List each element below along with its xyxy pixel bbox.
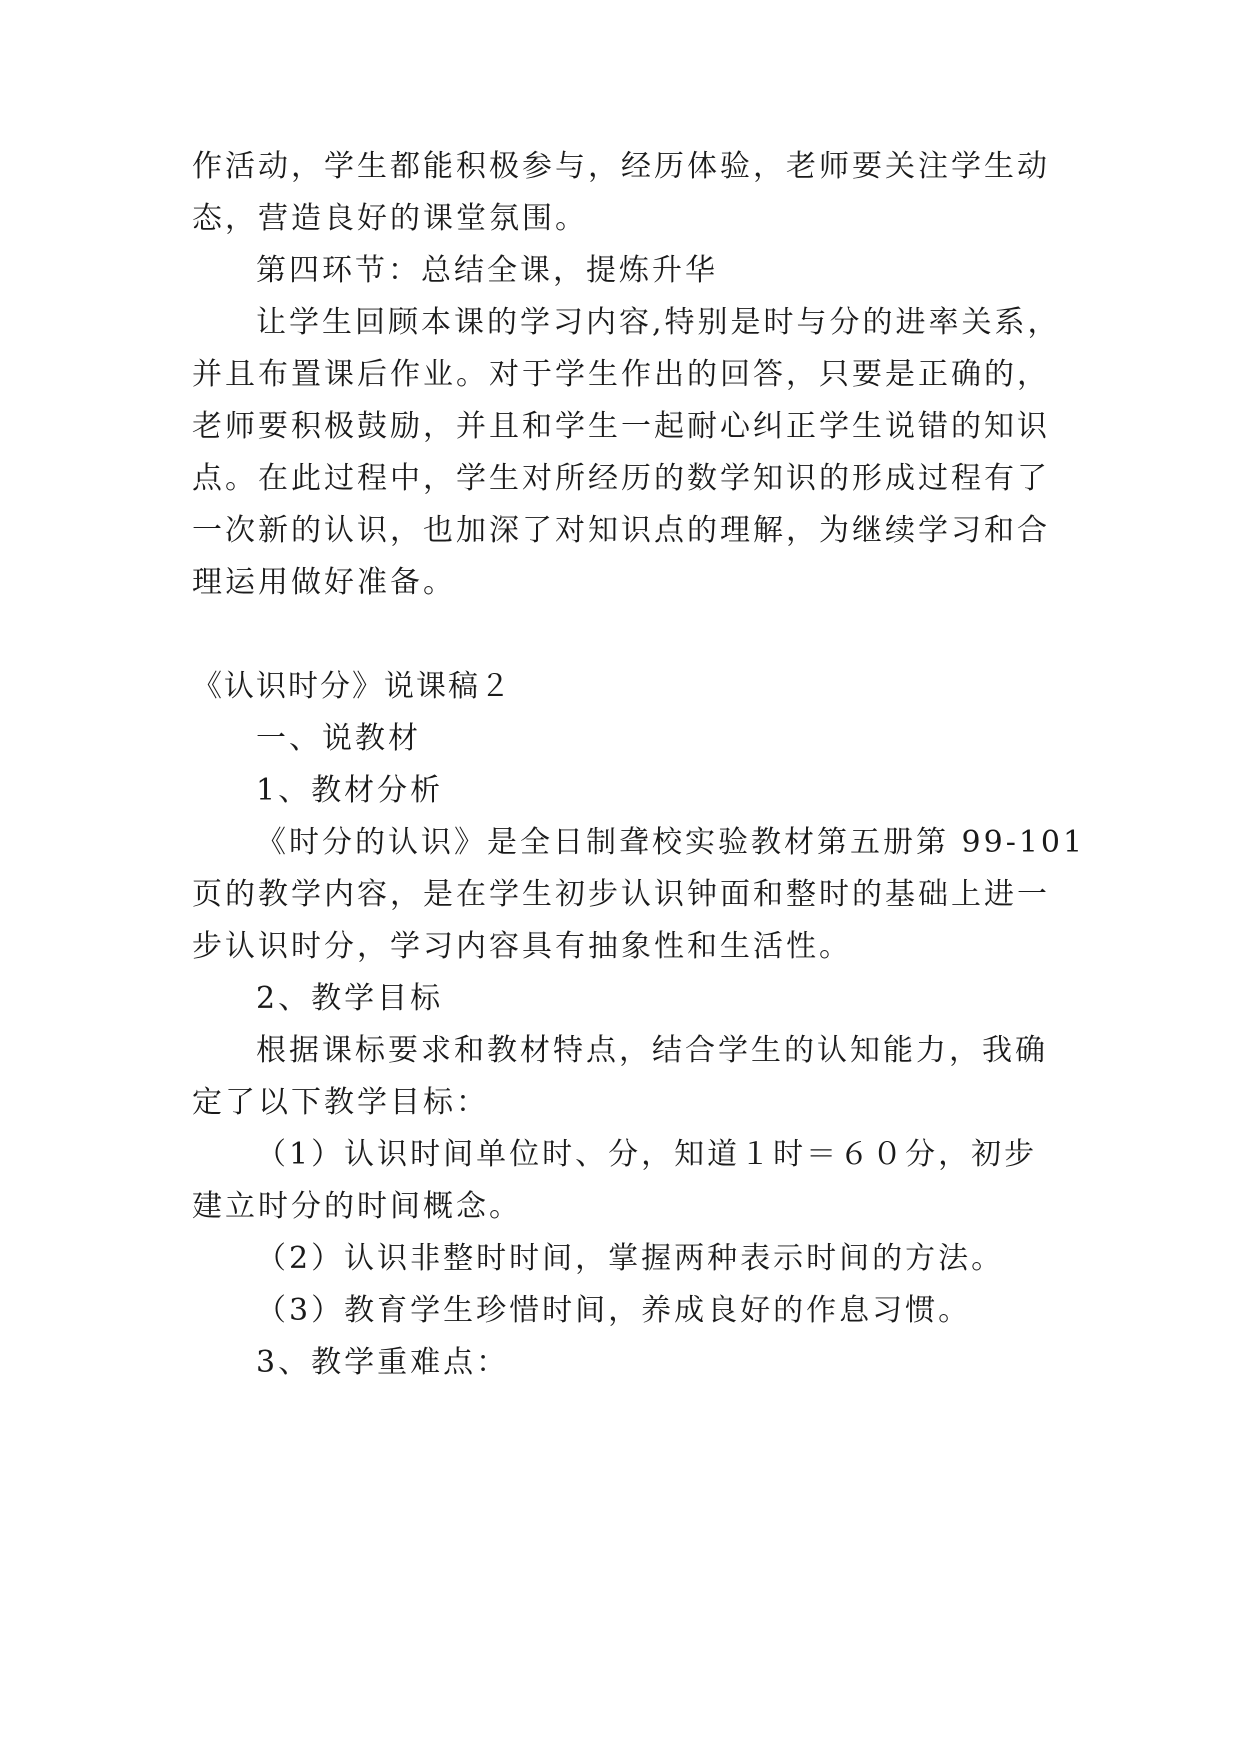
paragraph-line: 步认识时分，学习内容具有抽象性和生活性。 (192, 929, 852, 964)
section-heading: 第四环节：总结全课，提炼升华 (256, 253, 718, 288)
subsection-heading: 2、教学目标 (256, 981, 444, 1016)
subsection-heading: 1、教材分析 (256, 773, 444, 808)
section-heading: 一、说教材 (256, 721, 421, 756)
paragraph-line: 理运用做好准备。 (192, 565, 456, 600)
paragraph-line: 让学生回顾本课的学习内容,特别是时与分的进率关系， (256, 305, 1061, 340)
paragraph-line: 态，营造良好的课堂氛围。 (192, 201, 588, 236)
paragraph-line: 老师要积极鼓励，并且和学生一起耐心纠正学生说错的知识 (192, 409, 1050, 444)
paragraph-line: 页的教学内容，是在学生初步认识钟面和整时的基础上进一 (192, 877, 1050, 912)
list-item: （3）教育学生珍惜时间，养成良好的作息习惯。 (256, 1293, 972, 1328)
list-item: （1）认识时间单位时、分，知道１时＝６０分，初步 (256, 1137, 1038, 1172)
paragraph-line: 《时分的认识》是全日制聋校实验教材第五册第 99-101 (256, 825, 1086, 860)
subsection-heading: 3、教学重难点： (256, 1345, 510, 1380)
document-title: 《认识时分》说课稿２ (192, 669, 512, 704)
paragraph-line: 并且布置课后作业。对于学生作出的回答，只要是正确的， (192, 357, 1050, 392)
paragraph-line: 定了以下教学目标： (192, 1085, 489, 1120)
paragraph-line: 点。在此过程中，学生对所经历的数学知识的形成过程有了 (192, 461, 1050, 496)
paragraph-line: 一次新的认识，也加深了对知识点的理解，为继续学习和合 (192, 513, 1050, 548)
paragraph-line: 作活动，学生都能积极参与，经历体验，老师要关注学生动 (192, 149, 1050, 184)
paragraph-line: 建立时分的时间概念。 (192, 1189, 522, 1224)
list-item: （2）认识非整时时间，掌握两种表示时间的方法。 (256, 1241, 1005, 1276)
paragraph-line: 根据课标要求和教材特点，结合学生的认知能力，我确 (256, 1033, 1048, 1068)
